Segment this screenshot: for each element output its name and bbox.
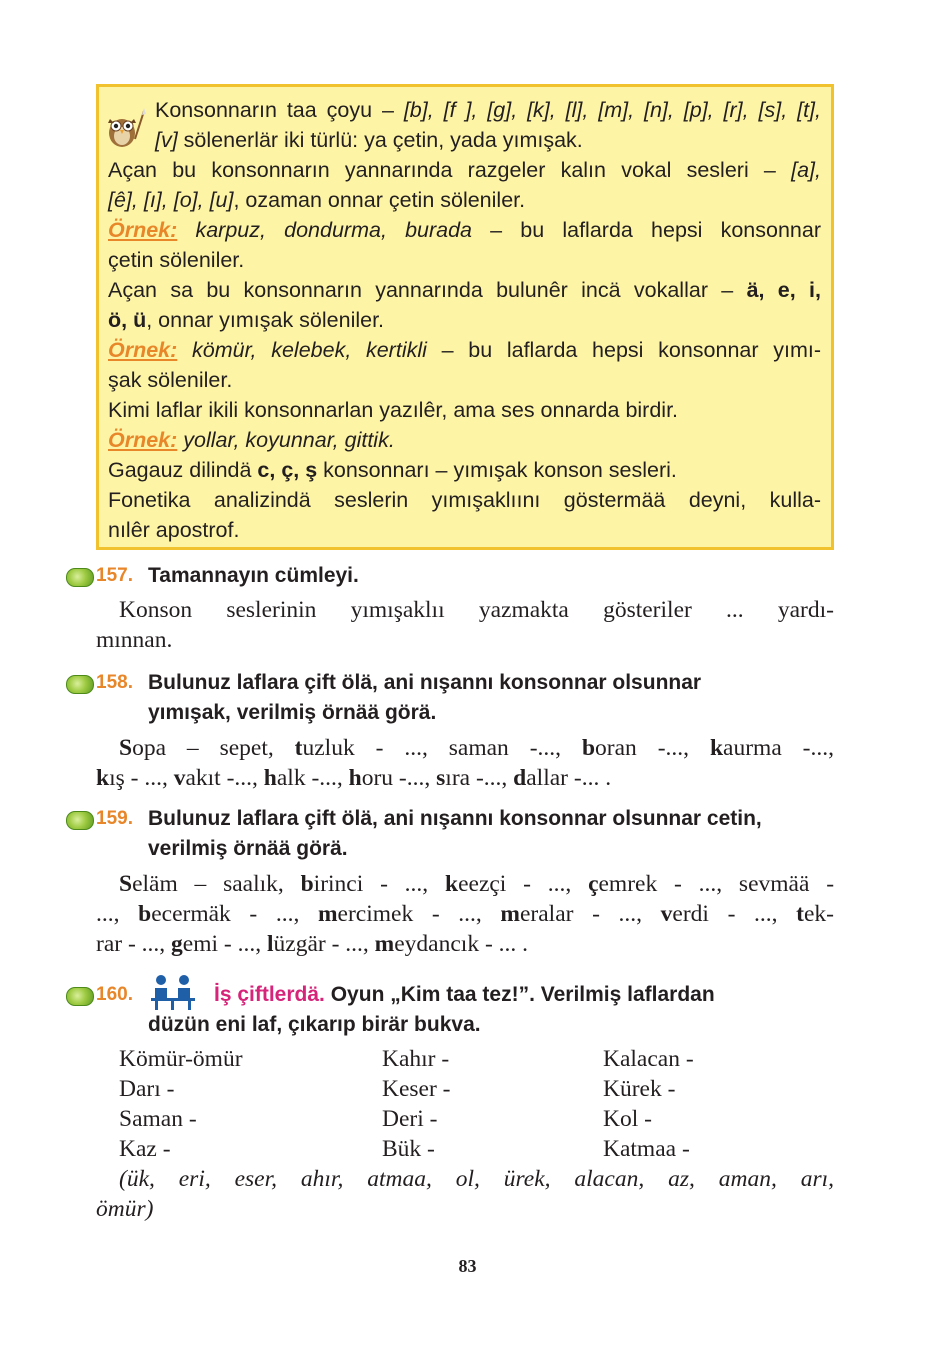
word-fragment: irinci - ..., (313, 871, 445, 897)
word-fragment: emi - ..., (182, 931, 267, 957)
rule-line: [ê], [ı], [o], [u], ozaman onnar çetin söleniler. (108, 188, 526, 212)
bold-letter: S (119, 871, 133, 897)
rule-example-line: Örnek: karpuz, dondurma, burada – bu laflarda hepsi konsonnar (108, 218, 821, 242)
exercise-badge-icon (66, 675, 94, 694)
word-item: Kahır - (382, 1046, 450, 1072)
bold-letter: h (348, 765, 362, 791)
bold-letter: l (267, 931, 274, 957)
bold-letter: t (796, 901, 804, 927)
exercise-title: Bulunuz laflara çift ölä, ani nışannı konsonnar olsunnar cetin, (148, 807, 762, 830)
word-column-1 (119, 1044, 243, 1164)
word-item: Darı - (119, 1076, 175, 1102)
word-fragment: opa – sepet, (132, 735, 295, 761)
exercise-badge-icon (66, 568, 94, 587)
word-fragment: aurma -..., (723, 735, 835, 761)
word-fragment: ecermäk - ..., (151, 901, 318, 927)
rule-text (108, 95, 821, 545)
exercise-title: yımışak, verilmiş örnää görä. (148, 701, 437, 724)
bold-letter: b (138, 901, 152, 927)
bold-letter: ç (588, 871, 599, 897)
word-item: Deri - (382, 1106, 438, 1132)
exercise-number: 160. (96, 984, 133, 1005)
word-fragment: ış - ..., (109, 765, 174, 791)
exercise-title: verilmiş örnää görä. (148, 837, 348, 860)
word-fragment: emrek - ..., sevmää - (598, 871, 835, 897)
rule-line: Fonetika analizindä seslerin yımışaklıını göstermää deyni, kulla- (108, 488, 821, 512)
bold-letter: S (119, 735, 133, 761)
rule-line: şak söleniler. (108, 368, 233, 392)
word-item: Keser - (382, 1076, 451, 1102)
rule-example-line: Örnek: yollar, koyunnar, gittik. (108, 428, 395, 452)
exercise-badge-icon (66, 987, 94, 1006)
bold-letter: v (660, 901, 673, 927)
bold-letter: k (445, 871, 459, 897)
bold-letter: m (374, 931, 395, 957)
bold-letter: m (500, 901, 520, 927)
word-fragment: rar - ..., (96, 931, 172, 957)
exercise-159-line (96, 899, 834, 929)
word-fragment: uzluk - ..., saman -..., (302, 735, 582, 761)
ornek-label: Örnek: (108, 338, 178, 362)
pair-work-label: İş çiftlerdä. (214, 983, 325, 1006)
rule-line: Konsonnarın taa çoyu – [b], [f ], [g], [k], [l], [m], [n], [p], [r], [s], [t], (155, 98, 822, 122)
exercise-title: İş çiftlerdä. Oyun „Kim taa tez!”. Verilmiş laflardan (214, 983, 715, 1006)
ornek-label: Örnek: (108, 428, 178, 452)
word-item: Kaz - (119, 1136, 171, 1162)
word-fragment: ercimek - ..., (337, 901, 501, 927)
rule-box (96, 84, 834, 550)
word-item: Kürek - (603, 1076, 676, 1102)
exercise-number: 157. (96, 565, 133, 586)
exercise-158-line (119, 733, 834, 763)
rule-line: nılêr apostrof. (108, 518, 240, 542)
word-fragment: üzgär - ..., (273, 931, 375, 957)
word-fragment: oran -..., (595, 735, 710, 761)
rule-line: Kimi laflar ikili konsonnarlan yazılêr, ama ses onnarda birdir. (108, 398, 679, 422)
word-item: Kalacan - (603, 1046, 694, 1072)
word-item: Bük - (382, 1136, 435, 1162)
word-fragment: oru -..., (361, 765, 437, 791)
bold-letter: m (317, 901, 338, 927)
word-item: Kol - (603, 1106, 652, 1132)
word-fragment: akıt -..., (185, 765, 264, 791)
word-item: Katmaa - (603, 1136, 690, 1162)
bold-letter: s (436, 765, 446, 791)
exercise-badge-icon (66, 811, 94, 830)
bold-letter: d (513, 765, 527, 791)
exercise-157-line: mınnan. (96, 627, 173, 653)
exercise-title: Bulunuz laflara çift ölä, ani nışannı konsonnar olsunnar (148, 671, 702, 694)
word-fragment: eralar - ..., (520, 901, 661, 927)
pair-work-icon (146, 974, 201, 1010)
word-item: Kömür-ömür (119, 1046, 243, 1072)
word-fragment: ek- (803, 901, 834, 927)
word-fragment: ..., (96, 901, 139, 927)
bold-letter: t (294, 735, 303, 761)
word-fragment: alk -..., (276, 765, 349, 791)
word-fragment: erdi - ..., (672, 901, 797, 927)
word-fragment: ıra -..., (445, 765, 514, 791)
word-item: Saman - (119, 1106, 197, 1132)
word-fragment: eydancık - ... . (394, 931, 529, 957)
bold-letter: h (263, 765, 277, 791)
rule-line: Açan bu konsonnarın yannarında razgeler kalın vokal sesleri – [a], (108, 158, 821, 182)
word-fragment: allar -... . (526, 765, 612, 791)
rule-line: ö, ü, onnar yımışak söleniler. (108, 308, 385, 332)
word-fragment: eezçi - ..., (458, 871, 589, 897)
bold-letter: b (581, 735, 596, 761)
exercise-title: Tamannayın cümleyi. (148, 564, 359, 587)
word-hint: ömür) (96, 1196, 154, 1222)
rule-line: [v] sölenerlär iki türlü: ya çetin, yada yımışak. (155, 128, 583, 152)
rule-line: çetin söleniler. (108, 248, 245, 272)
bold-letter: k (96, 765, 110, 791)
exercise-157-line: Konson seslerinin yımışaklıı yazmakta gösteriler ... yardı- (119, 597, 834, 623)
bold-letter: b (300, 871, 314, 897)
bold-letter: g (171, 931, 183, 957)
bold-letter: k (709, 735, 724, 761)
exercise-number: 159. (96, 808, 133, 829)
rule-line: Açan sa bu konsonnarın yannarında bulunêr incä vokallar – ä, e, i, (108, 278, 821, 302)
exercise-title: düzün eni laf, çıkarıp birär bukva. (148, 1013, 481, 1036)
exercise-159-line (96, 929, 528, 959)
exercise-number: 158. (96, 672, 133, 693)
exercise-158-line (96, 763, 611, 793)
ornek-label: Örnek: (108, 218, 178, 242)
word-column-3 (603, 1044, 694, 1164)
word-hint: (ük, eri, eser, ahır, atmaa, ol, ürek, alacan, az, aman, arı, (119, 1166, 834, 1192)
page-number: 83 (458, 1256, 477, 1276)
rule-line: Gagauz dilindä c, ç, ş konsonnarı – yımışak konson sesleri. (108, 458, 677, 482)
word-column-2 (382, 1044, 451, 1164)
bold-letter: v (173, 765, 186, 791)
word-fragment: eläm – saalık, (132, 871, 301, 897)
exercise-159-line (119, 869, 834, 899)
rule-example-line: Örnek: kömür, kelebek, kertikli – bu laflarda hepsi konsonnar yımı- (108, 338, 821, 362)
